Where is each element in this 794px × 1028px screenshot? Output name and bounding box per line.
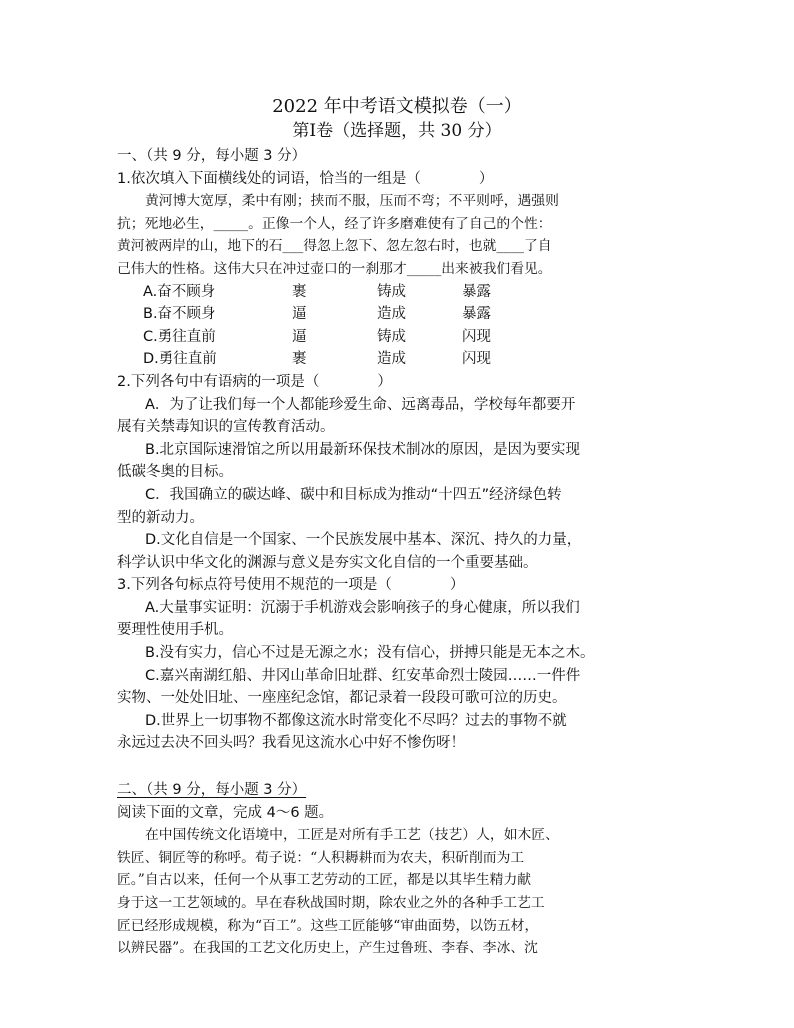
q3-option-line: 实物、一处处旧址、一座座纪念馆，都记录着一段段可歌可泣的历史。 (117, 690, 567, 707)
q2-option-line: D.文化自信是一个国家、一个民族发展中基本、深沉、持久的力量， (145, 532, 582, 549)
option-word: 造成 (377, 306, 406, 323)
q1-option-a (117, 281, 687, 304)
q1-passage-line: 抗；死地必生，_____。正像一个人，经了许多磨难使有了自己的个性： (117, 215, 552, 232)
section2-heading: 二、（共 9 分，每小题 3 分） (117, 782, 307, 799)
option-word: C.勇往直前 (143, 328, 216, 345)
q3-option-line: A.大量事实证明：沉溺于手机游戏会影响孩子的身心健康，所以我们 (145, 599, 580, 616)
q2-option-line: 型的新动力。 (117, 509, 204, 526)
reading-passage-line: 匠已经形成规模，称为“百工”。这些工匠能够“审曲面势，以饬五材， (117, 917, 539, 934)
reading-passage-line: 在中国传统文化语境中，工匠是对所有手工艺（技艺）人，如木匠、 (145, 827, 559, 844)
exam-content (117, 145, 687, 960)
reading-passage-line: 身于这一工艺领域的。早在春秋战国时期，除农业之外的各种手工艺工 (117, 895, 545, 911)
option-word: 造成 (377, 351, 406, 368)
q2-option-line: 科学认识中华文化的渊源与意义是夯实文化自信的一个重要基础。 (117, 554, 538, 571)
q3-option-line: B.没有实力，信心不过是无源之水；没有信心，拼搏只能是无本之木。 (145, 645, 595, 662)
option-word: B.奋不顾身 (143, 306, 216, 323)
page-title: 2022 年中考语文模拟卷（一） (272, 96, 522, 117)
q3-option-line: C.嘉兴南湖红船、井冈山革命旧址群、红安革命烈士陵园……一件件 (145, 667, 581, 684)
q1-passage-line: 己伟大的性格。这伟大只在冲过壶口的一刹那才_____出来被我们看见。 (117, 260, 552, 277)
q1-stem: 1.依次填入下面横线处的词语，恰当的一组是（ ） (117, 170, 494, 187)
q1-passage-line: 黄河博大宽厚，柔中有刚；挟而不服，压而不弯；不平则呼，遇强则 (145, 193, 559, 210)
option-word: 铸成 (377, 283, 406, 300)
q2-option-line: C．我国确立的碳达峰、碳中和目标成为推动“十四五”经济绿色转 (145, 486, 562, 503)
reading-passage-line: 铁匠、铜匠等的称呼。荀子说：“人积耨耕而为农夫，积斫削而为工 (117, 849, 525, 866)
option-word: D.勇往直前 (143, 351, 217, 368)
option-word: 裹 (292, 351, 307, 368)
option-word: A.奋不顾身 (143, 283, 216, 300)
q2-option-line: 低碳冬奥的目标。 (117, 464, 233, 481)
section-spacer (117, 755, 687, 779)
section2-intro: 阅读下面的文章，完成 4～6 题。 (117, 804, 334, 821)
q1-passage-line: 黄河被两岸的山，地下的石___得忽上忽下、忽左忽右时，也就____了自 (117, 238, 552, 255)
q3-stem: 3.下列各句标点符号使用不规范的一项是（ ） (117, 577, 465, 594)
reading-passage-line: 以辨民器”。在我国的工艺文化历史上，产生过鲁班、李春、李冰、沈 (117, 940, 538, 957)
option-word: 闪现 (462, 328, 491, 345)
section1-heading: 一、（共 9 分，每小题 3 分） (117, 148, 307, 164)
q1-option-c (117, 326, 687, 349)
q1-option-b (117, 303, 687, 326)
q2-option-line: B.北京国际速滑馆之所以用最新环保技术制冰的原因，是因为要实现 (145, 441, 581, 458)
q1-option-d (117, 348, 687, 371)
reading-passage-line: 匠。”自古以来，任何一个从事工艺劳动的工匠，都是以其毕生精力献 (117, 872, 532, 889)
option-word: 暴露 (462, 306, 491, 323)
option-word: 逼 (292, 328, 307, 345)
option-word: 铸成 (377, 328, 406, 345)
page-subtitle: 第Ⅰ卷（选择题，共 30 分） (292, 121, 502, 141)
q3-option-line: D.世界上一切事物不都像这流水时常变化不尽吗？过去的事物不就 (145, 712, 567, 729)
option-word: 裹 (292, 283, 307, 300)
q3-option-line: 要理性使用手机。 (117, 622, 233, 639)
option-word: 闪现 (462, 351, 491, 368)
option-word: 暴露 (462, 283, 491, 300)
q2-stem: 2.下列各句中有语病的一项是（ ） (117, 373, 392, 390)
option-word: 逼 (292, 306, 307, 323)
q3-option-line: 永远过去决不回头吗？我看见这流水心中好不惨伤呀！ (117, 735, 465, 752)
q2-option-line: A．为了让我们每一个人都能珍爱生命、远离毒品，学校每年都要开 (145, 396, 576, 413)
q2-option-line: 展有关禁毒知识的宣传教育活动。 (117, 419, 335, 436)
